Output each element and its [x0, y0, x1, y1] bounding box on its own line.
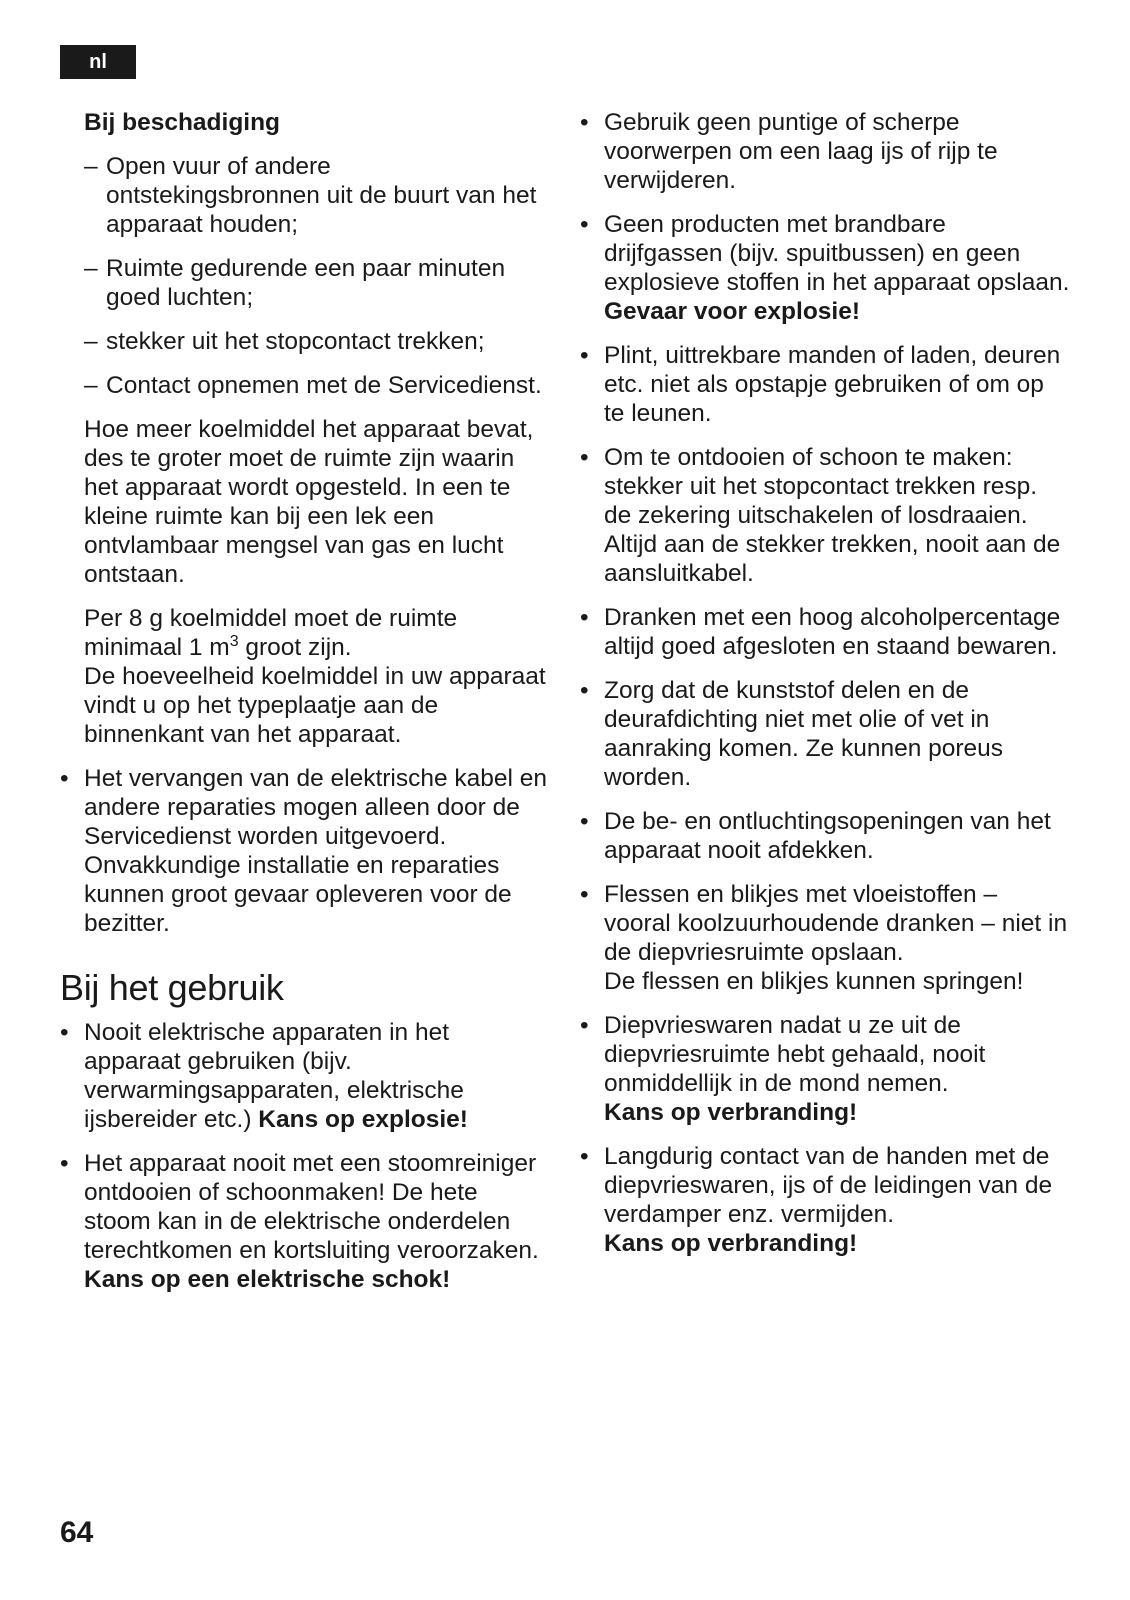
bullet-item: [580, 1011, 1070, 1127]
warning-text: Kans op verbranding!: [604, 1099, 858, 1126]
bullet-marker: •: [580, 444, 589, 471]
dash-marker: –: [84, 255, 98, 282]
page-number: 64: [60, 1516, 94, 1549]
bullet-text: Gebruik geen puntige of scherpe voorwerpen om een laag ijs of rijp te verwijderen.: [604, 109, 998, 194]
bullet-text: Langdurig contact van de handen met de diepvrieswaren, ijs of de leidingen van de verdamper enz. vermijden.: [604, 1143, 1053, 1228]
dash-marker: –: [84, 372, 98, 399]
warning-text: Kans op verbranding!: [604, 1230, 858, 1257]
damage-step-text: Contact opnemen met de Servicedienst.: [106, 372, 542, 399]
bullet-marker: •: [580, 604, 589, 631]
bullet-text: Het vervangen van de elektrische kabel en andere reparaties mogen alleen door de Servicedienst worden uitgevoerd. Onvakkundige installatie en reparaties kunnen groot gevaar opleveren voor de bezitter.: [84, 765, 548, 937]
damage-step-text: Ruimte gedurende een paar minuten goed luchten;: [106, 255, 506, 311]
bullet-item: [580, 341, 1070, 428]
bullet-extra-text: De flessen en blikjes kunnen springen!: [604, 968, 1024, 995]
bullet-text: Dranken met een hoog alcoholpercentage altijd goed afgesloten en staand bewaren.: [604, 604, 1061, 660]
bullet-item: [580, 1142, 1070, 1258]
bullet-marker: •: [580, 808, 589, 835]
bullet-item: [580, 443, 1070, 588]
bullet-item: [60, 1018, 550, 1134]
bullet-item: [580, 210, 1070, 326]
bullet-marker: •: [580, 211, 589, 238]
damage-heading: Bij beschadiging: [84, 109, 281, 136]
typeplate-text: De hoeveelheid koelmiddel in uw apparaat vindt u op het typeplaatje aan de binnenkant van het apparaat.: [84, 663, 546, 748]
bullet-text: Plint, uittrekbare manden of laden, deuren etc. niet als opstapje gebruiken of om op te leunen.: [604, 342, 1061, 427]
warning-text: Gevaar voor explosie!: [604, 298, 861, 325]
bullet-text: Nooit elektrische apparaten in het apparaat gebruiken (bijv. verwarmingsapparaten, elektrische ijsbereider etc.): [84, 1019, 464, 1133]
section-title: Bij het gebruik: [60, 967, 284, 1008]
bullet-marker: •: [580, 109, 589, 136]
damage-step-text: Open vuur of andere ontstekingsbronnen uit de buurt van het apparaat houden;: [106, 153, 537, 238]
damage-step-text: stekker uit het stopcontact trekken;: [106, 328, 485, 355]
language-tab: nl: [60, 45, 136, 79]
volume-text-end: groot zijn.: [238, 634, 352, 661]
volume-exponent: 3: [229, 633, 239, 650]
bullet-item: [580, 676, 1070, 792]
bullet-marker: •: [580, 1012, 589, 1039]
bullet-extra-text: Altijd aan de stekker trekken, nooit aan de aansluitkabel.: [604, 531, 1061, 587]
dash-marker: –: [84, 153, 98, 180]
refrigerant-volume-paragraph: [84, 604, 550, 749]
right-column: [580, 108, 1070, 1273]
bullet-text: Geen producten met brandbare drijfgassen (bijv. spuitbussen) en geen explosieve stoffen in het apparaat opslaan.: [604, 211, 1070, 296]
damage-step: [60, 371, 550, 400]
bullet-marker: •: [580, 1143, 589, 1170]
bullet-marker: •: [60, 1019, 69, 1046]
damage-step: [60, 254, 550, 312]
dash-marker: –: [84, 328, 98, 355]
bullet-text: De be- en ontluchtingsopeningen van het apparaat nooit afdekken.: [604, 808, 1051, 864]
warning-text: Kans op een elektrische schok!: [84, 1266, 451, 1293]
bullet-item: [580, 603, 1070, 661]
bullet-item: [580, 108, 1070, 195]
bullet-text: Diepvrieswaren nadat u ze uit de diepvriesruimte hebt gehaald, nooit onmiddellijk in de mond nemen.: [604, 1012, 986, 1097]
damage-step: [60, 152, 550, 239]
bullet-text: Zorg dat de kunststof delen en de deurafdichting niet met olie of vet in aanraking komen. Ze kunnen poreus worden.: [604, 677, 1004, 791]
bullet-item: [580, 807, 1070, 865]
damage-step: [60, 327, 550, 356]
bullet-text: Om te ontdooien of schoon te maken: stekker uit het stopcontact trekken resp. de zekering uitschakelen of losdraaien.: [604, 444, 1038, 529]
warning-text: Kans op explosie!: [258, 1106, 468, 1133]
bullet-marker: •: [580, 881, 589, 908]
bullet-text: Het apparaat nooit met een stoomreiniger ontdooien of schoonmaken! De hete stoom kan in de elektrische onderdelen terechtkomen en kortsluiting veroorzaken.: [84, 1150, 539, 1264]
bullet-text: Flessen en blikjes met vloeistoffen – vooral koolzuurhoudende dranken – niet in de diepvriesruimte opslaan.: [604, 881, 1068, 966]
bullet-item: [60, 1149, 550, 1294]
bullet-marker: •: [580, 342, 589, 369]
bullet-marker: •: [60, 765, 69, 792]
left-column: [60, 108, 550, 1309]
bullet-item: [60, 764, 550, 938]
volume-text: Per 8 g koelmiddel moet de ruimte minimaal 1 m: [84, 605, 458, 661]
bullet-item: [580, 880, 1070, 996]
refrigerant-paragraph: Hoe meer koelmiddel het apparaat bevat, des te groter moet de ruimte zijn waarin het apparaat wordt opgesteld. In een te kleine ruimte kan bij een lek een ontvlambaar mengsel van gas en lucht ontstaan.: [84, 416, 534, 588]
bullet-marker: •: [60, 1150, 69, 1177]
bullet-marker: •: [580, 677, 589, 704]
